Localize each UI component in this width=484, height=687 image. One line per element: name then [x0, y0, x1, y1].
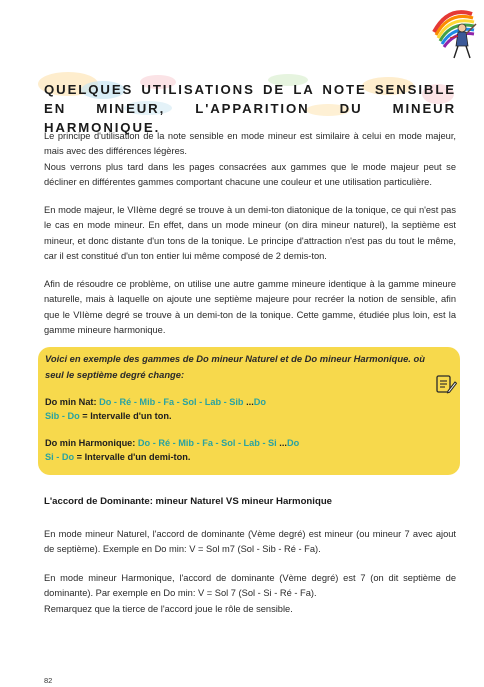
paragraph-natural-dominant-block	[44, 527, 456, 573]
paragraph-seventh-degree: En mode majeur, le VIIème degré se trouve à un demi-ton diatonique de la tonique, ce qui n'est pas le cas en mode mineur. En effet, dans un mode mineur (on dira mineur naturel), la septième est mineur, et donc distante d'un tons de la tonique. Le principe d'attraction n'est pas du tout le même, car il est constitué d'un ton entier lui même composé de 2 demis-ton.	[44, 205, 456, 261]
paragraph-harmonic-minor-block	[44, 277, 456, 353]
paragraph-natural-dominant: En mode mineur Naturel, l'accord de dominante (Vème degré) est mineur (ou mineur 7 avec ajout de septième). Exemple en Do min: V = Sol m7 (Sol - Sib - Ré - Fa).	[44, 529, 456, 555]
paragraph-major-scales: Nous verrons plus tard dans les pages consacrées aux gammes que le mode majeur peut se décliner en différentes gammes comportant chacune une couleur et une utilisation particulière.	[44, 161, 456, 187]
page-title: QUELQUES UTILISATIONS DE LA NOTE SENSIBLE EN MINEUR, L'APPARITION DU MINEUR HARMONIQUE.	[44, 82, 456, 135]
paragraph-harmonic-dominant: En mode mineur Harmonique, l'accord de dominante (Vème degré) est 7 (on dit septième de dominante). Par exemple en Do min: V = Sol 7 (Sol - Si - Ré - Fa).	[44, 573, 456, 599]
natural-minor-octave-note: Do	[253, 397, 267, 407]
natural-interval-text: = Intervalle d'un ton.	[79, 411, 172, 421]
page-number: 82	[44, 676, 53, 685]
harmonic-minor-interval-line	[45, 450, 190, 464]
example-callout-box	[38, 347, 460, 475]
paragraph-seventh-degree-block	[44, 203, 456, 279]
harmonic-minor-ellipsis: ...	[279, 438, 287, 448]
harmonic-minor-scale-line	[45, 436, 299, 450]
harmonic-minor-notes: Do - Ré - Mib - Fa - Sol - Lab - Si	[137, 438, 280, 448]
harmonic-interval-notes: Si - Do	[45, 452, 75, 462]
natural-minor-scale-line	[45, 395, 266, 409]
paragraph-leading-tone-remark: Remarquez que la tierce de l'accord joue le rôle de sensible.	[44, 603, 293, 614]
paragraph-harmonic-minor: Afin de résoudre ce problème, on utilise une autre gamme mineure identique à la gamme mineure naturelle, mais à laquelle on ajoute une septième majeure pour recréer la notion de sensible, afin que le VIIème degré se trouve à un demi-ton de la tonique. Cette gamme, étudiée plus loin, est la gamme mineure harmonique.	[44, 279, 456, 335]
paragraph-harmonic-dominant-block	[44, 571, 456, 617]
harmonic-minor-label: Do min Harmonique:	[45, 438, 138, 448]
callout-intro: Voici en exemple des gammes de Do mineur Naturel et de Do mineur Harmonique. où seul le septième degré change:	[45, 353, 425, 380]
natural-interval-notes: Sib - Do	[45, 411, 80, 421]
paragraph-principle: Le principe d'utilisation de la note sensible en mode mineur est similaire à celui en mode majeur, mais avec des différences légères.	[44, 131, 456, 157]
harmonic-minor-octave-note: Do	[286, 438, 300, 448]
dominant-chord-heading: L'accord de Dominante: mineur Naturel VS mineur Harmonique	[44, 496, 333, 507]
natural-minor-ellipsis: ...	[246, 397, 254, 407]
natural-minor-label: Do min Nat:	[45, 397, 100, 407]
musician-with-rainbow-umbrella-icon	[428, 2, 480, 60]
intro-paragraphs	[44, 129, 456, 205]
natural-minor-interval-line	[45, 409, 172, 423]
natural-minor-notes: Do - Ré - Mib - Fa - Sol - Lab - Sib	[99, 397, 247, 407]
notepad-pencil-icon	[435, 373, 457, 395]
harmonic-interval-text: = Intervalle d'un demi-ton.	[74, 452, 191, 462]
